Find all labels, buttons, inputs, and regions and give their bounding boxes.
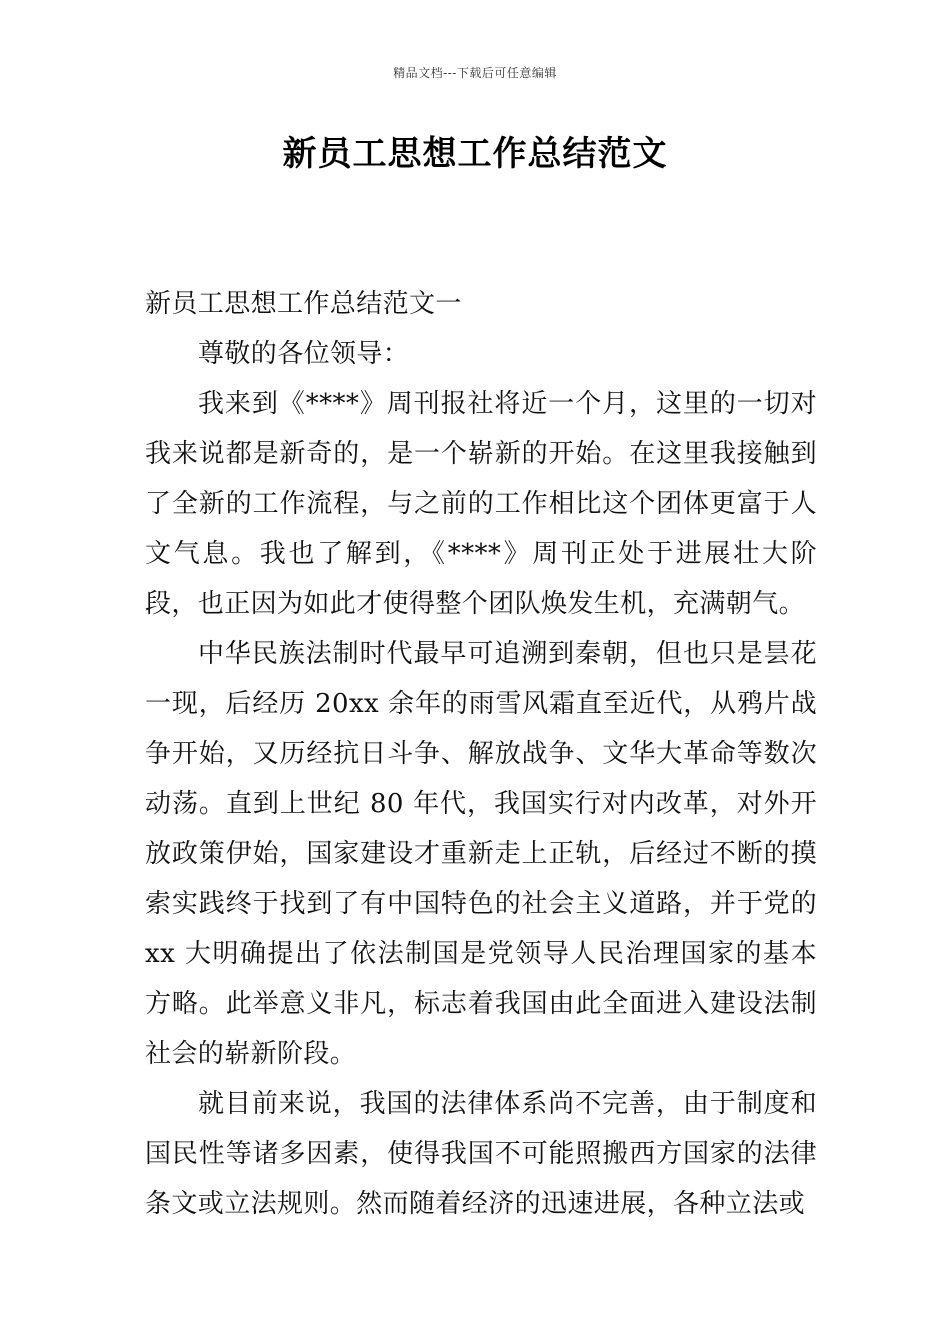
- document-body: [145, 279, 817, 1229]
- paragraph-3: 就目前来说，我国的法律体系尚不完善，由于制度和国民性等诸多因素，使得我国不可能照搬西方国家的法律条文或立法规则。然而随着经济的迅速进展，各种立法或: [145, 1089, 817, 1219]
- paragraph-1: 我来到《****》周刊报社将近一个月，这里的一切对我来说都是新奇的，是一个崭新的开始。在这里我接触到了全新的工作流程，与之前的工作相比这个团体更富于人文气息。我也了解到，《****》周刊正处于进展壮大阶段，也正因为如此才使得整个团队焕发生机，充满朝气。: [145, 389, 817, 619]
- section-heading: 新员工思想工作总结范文一: [145, 289, 462, 319]
- document-title: 新员工思想工作总结范文: [282, 134, 668, 174]
- header-note: 精品文档---下载后可任意编辑: [393, 66, 557, 80]
- paragraph-2: 中华民族法制时代最早可追溯到秦朝，但也只是昙花一现，后经历 20xx 余年的雨雪风霜直至近代，从鸦片战争开始，又历经抗日斗争、解放战争、文华大革命等数次动荡。直到上世纪 80 年代，我国实行对内改革，对外开放政策伊始，国家建设才重新走上正轨，后经过不断的摸索实践终于找到了有中国特色的社会主义道路，并于党的 xx 大明确提出了依法制国是党领导人民治理国家的基本方略。此举意义非凡，标志着我国由此全面进入建设法制社会的崭新阶段。: [145, 639, 817, 1069]
- salutation: 尊敬的各位领导：: [198, 339, 410, 369]
